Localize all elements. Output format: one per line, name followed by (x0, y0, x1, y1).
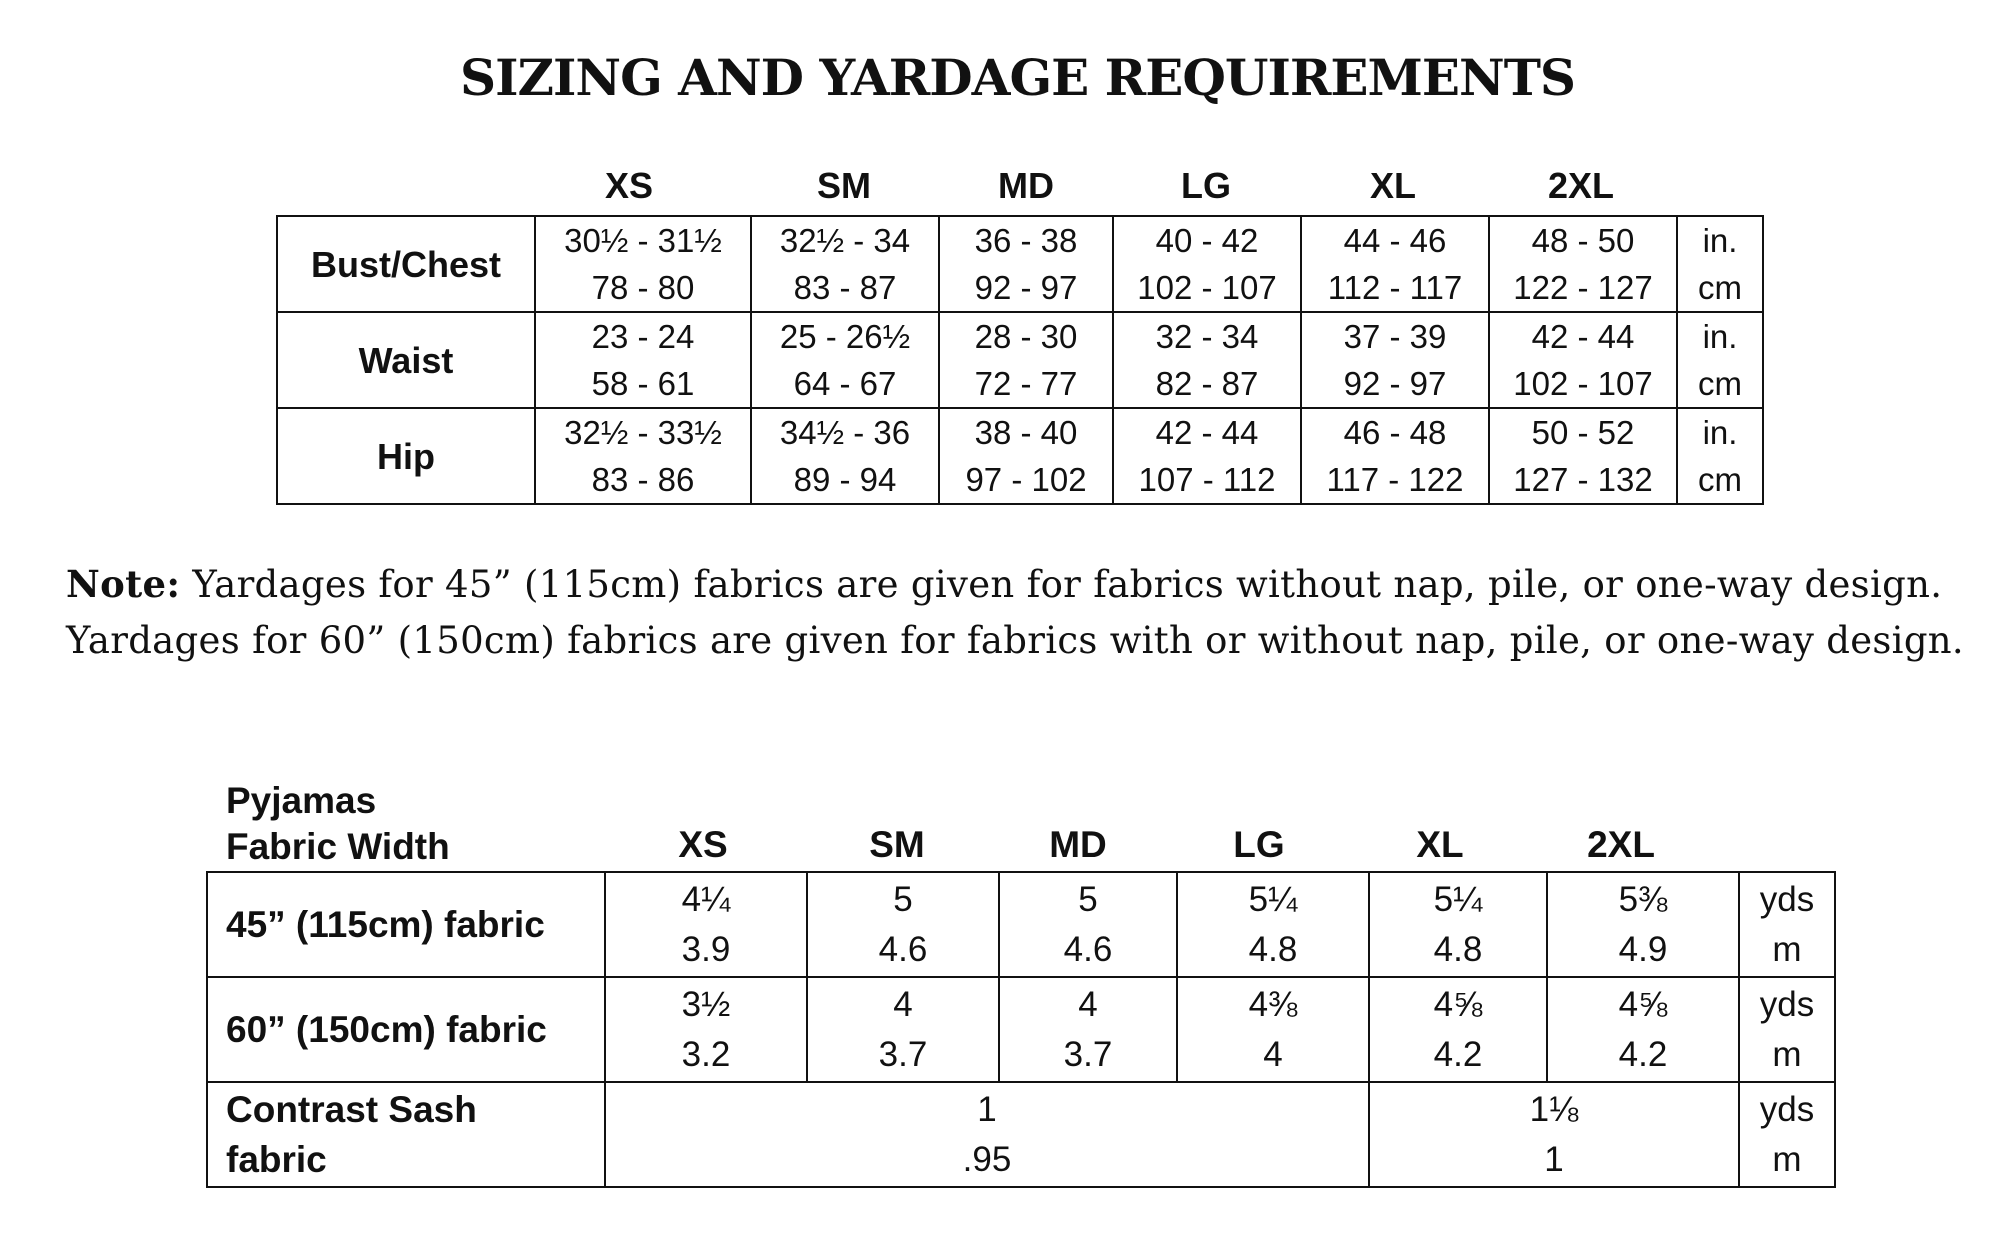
size-header-xs: XS (604, 165, 654, 206)
unit-cell: in. cm (1677, 312, 1763, 408)
unit-cell: in. cm (1677, 216, 1763, 312)
unit-cell: yds m (1739, 1082, 1835, 1187)
table-cell: 3½ 3.2 (605, 977, 807, 1082)
table-row (277, 312, 1763, 408)
table-cell: 38 - 40 97 - 102 (939, 408, 1113, 504)
table-cell: 5⅜ 4.9 (1547, 872, 1739, 977)
yardage-table (206, 871, 1836, 1188)
table-row-sash (207, 1082, 1835, 1187)
table-cell: 32½ - 34 83 - 87 (751, 216, 939, 312)
row-label: 60” (150cm) fabric (207, 977, 605, 1082)
table-cell: 30½ - 31½ 78 - 80 (535, 216, 751, 312)
table-row (207, 872, 1835, 977)
table-cell: 4⅝ 4.2 (1547, 977, 1739, 1082)
table-cell: 32 - 34 82 - 87 (1113, 312, 1301, 408)
table-cell: 4⅜ 4 (1177, 977, 1369, 1082)
table-cell: 42 - 44 107 - 112 (1113, 408, 1301, 504)
note-label: Note: (66, 562, 181, 606)
size-header-2xl: 2XL (1547, 165, 1615, 206)
table-cell: 5 4.6 (999, 872, 1177, 977)
size-header-2xl: 2XL (1587, 824, 1655, 865)
sash-cell-large: 1⅛ 1 (1369, 1082, 1739, 1187)
row-label: Contrast Sash fabric (207, 1082, 605, 1187)
table-cell: 4 3.7 (999, 977, 1177, 1082)
table-cell: 42 - 44 102 - 107 (1489, 312, 1677, 408)
note-text: Yardages for 45” (115cm) fabrics are given for fabrics without nap, pile, or one-way design. Yardages for 60” (150cm) fabrics are given for fabrics with or without nap, pile, or one-way design. (66, 563, 1964, 662)
row-label: Bust/Chest (277, 216, 535, 312)
table-cell: 34½ - 36 89 - 94 (751, 408, 939, 504)
size-header-md: MD (1049, 824, 1107, 865)
table-cell: 25 - 26½ 64 - 67 (751, 312, 939, 408)
table-row (207, 977, 1835, 1082)
yardage-title-line2: Fabric Width (226, 826, 450, 867)
size-header-sm: SM (817, 165, 871, 206)
size-header-sm: SM (869, 824, 925, 865)
yardage-title-line1: Pyjamas (226, 780, 377, 821)
size-header-xl: XL (1416, 824, 1464, 865)
size-header-xl: XL (1369, 165, 1416, 206)
table-cell: 4⅝ 4.2 (1369, 977, 1547, 1082)
yardage-note (66, 556, 1986, 669)
size-header-lg: LG (1233, 824, 1285, 865)
table-cell: 4 3.7 (807, 977, 999, 1082)
table-cell: 36 - 38 92 - 97 (939, 216, 1113, 312)
table-cell: 37 - 39 92 - 97 (1301, 312, 1489, 408)
row-label: Hip (277, 408, 535, 504)
unit-cell: yds m (1739, 872, 1835, 977)
table-cell: 48 - 50 122 - 127 (1489, 216, 1677, 312)
sizing-table (276, 215, 1764, 505)
table-cell: 5¼ 4.8 (1177, 872, 1369, 977)
table-cell: 4¼ 3.9 (605, 872, 807, 977)
table-cell: 46 - 48 117 - 122 (1301, 408, 1489, 504)
table-cell: 5¼ 4.8 (1369, 872, 1547, 977)
table-cell: 32½ - 33½ 83 - 86 (535, 408, 751, 504)
size-header-md: MD (998, 165, 1054, 206)
table-row (277, 408, 1763, 504)
page-title: SIZING AND YARDAGE REQUIREMENTS (459, 48, 1576, 107)
sash-cell-small: 1 .95 (605, 1082, 1369, 1187)
table-cell: 5 4.6 (807, 872, 999, 977)
row-label: Waist (277, 312, 535, 408)
table-row (277, 216, 1763, 312)
table-cell: 40 - 42 102 - 107 (1113, 216, 1301, 312)
table-cell: 28 - 30 72 - 77 (939, 312, 1113, 408)
table-cell: 50 - 52 127 - 132 (1489, 408, 1677, 504)
table-cell: 23 - 24 58 - 61 (535, 312, 751, 408)
row-label: 45” (115cm) fabric (207, 872, 605, 977)
size-header-lg: LG (1181, 165, 1231, 206)
unit-cell: yds m (1739, 977, 1835, 1082)
size-header-xs: XS (678, 824, 728, 865)
table-cell: 44 - 46 112 - 117 (1301, 216, 1489, 312)
yardage-title (226, 778, 450, 870)
unit-cell: in. cm (1677, 408, 1763, 504)
